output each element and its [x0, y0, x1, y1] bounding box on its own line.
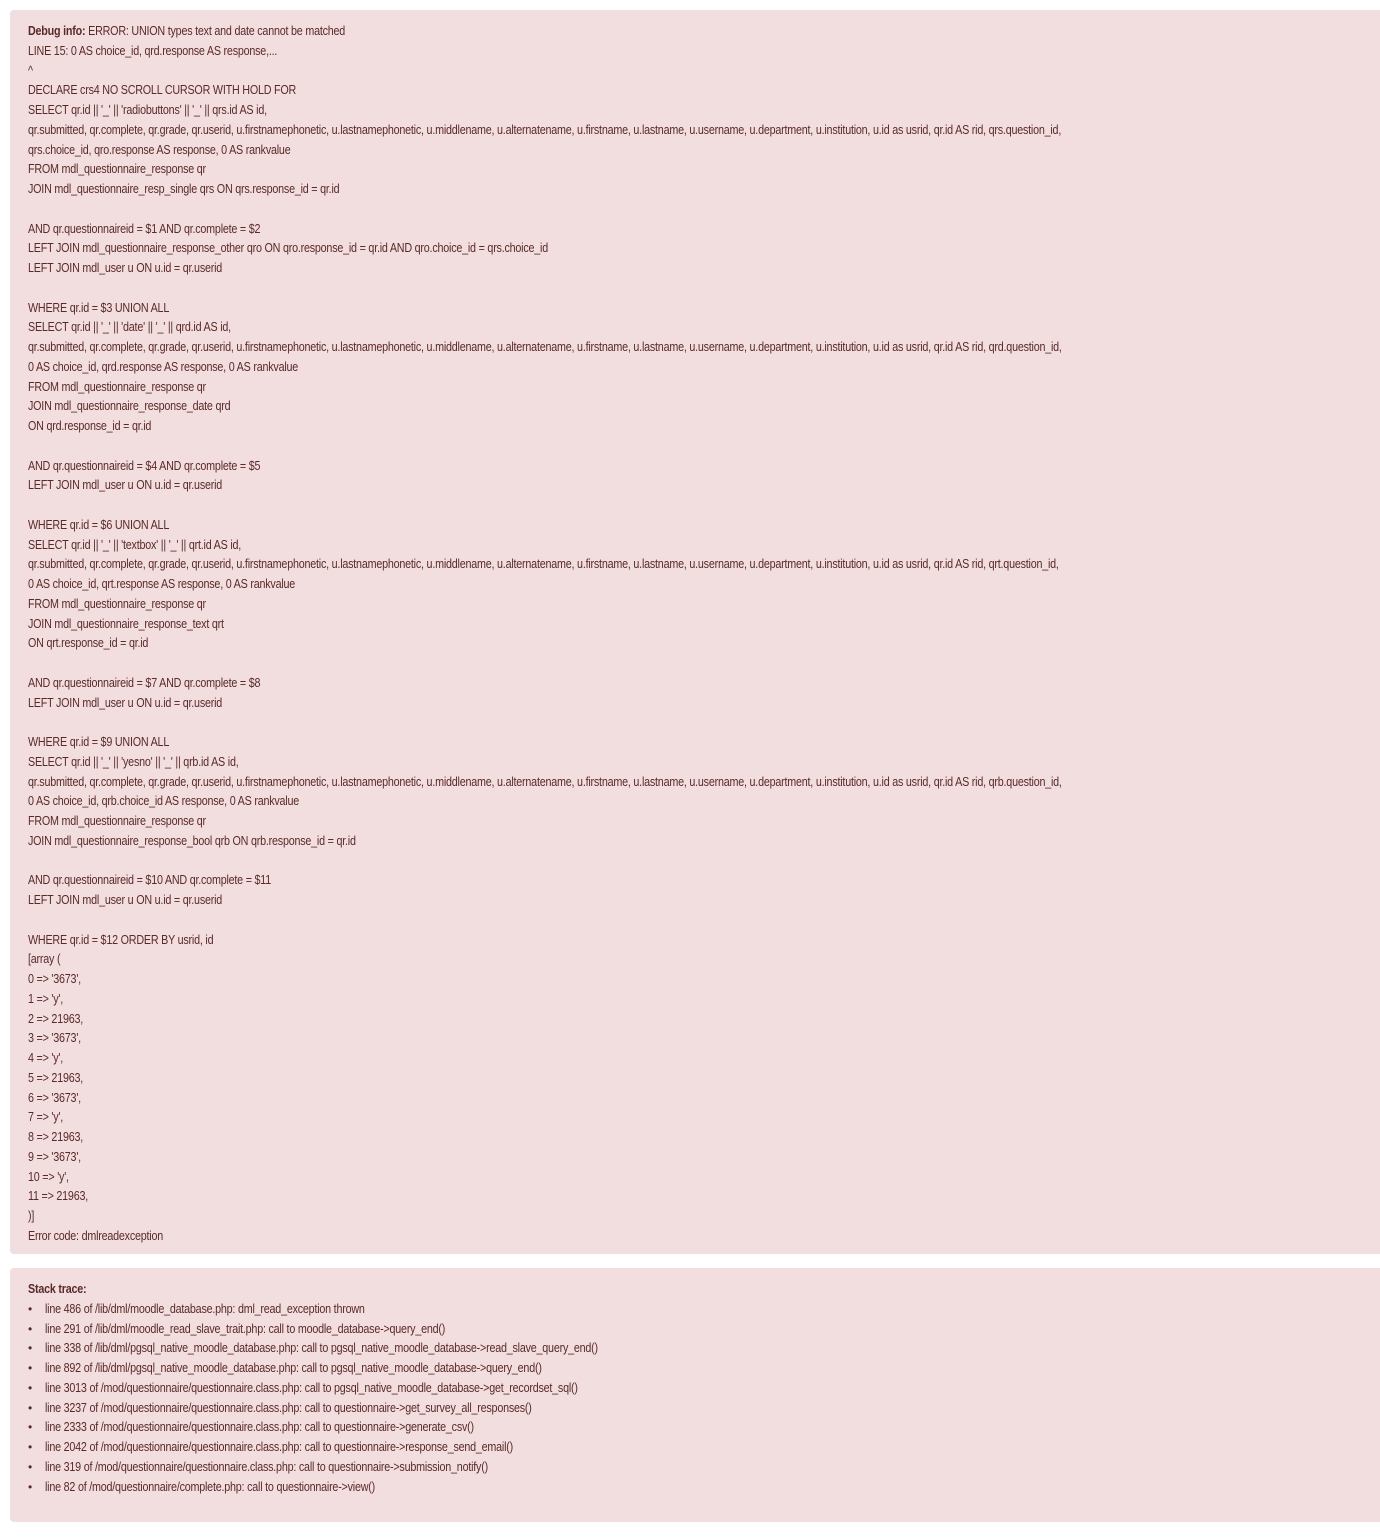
stack-trace-item	[28, 1359, 1372, 1379]
debug-line: DECLARE crs4 NO SCROLL CURSOR WITH HOLD FOR	[28, 83, 297, 98]
stack-trace-label: Stack trace:	[28, 1282, 87, 1296]
debug-line: qrs.choice_id, qro.response AS response, 0 AS rankvalue	[28, 142, 291, 157]
debug-line: 4 => 'y',	[28, 1051, 64, 1065]
debug-line: ^	[28, 63, 33, 78]
debug-line: 0 => '3673',	[28, 972, 81, 986]
bullet-icon: •	[28, 1321, 32, 1336]
debug-line: 0 AS choice_id, qrb.choice_id AS response, 0 AS rankvalue	[28, 794, 300, 809]
debug-line: ON qrt.response_id = qr.id	[28, 636, 149, 651]
debug-line	[28, 279, 1184, 299]
stack-trace-item	[28, 1478, 1372, 1498]
debug-line	[28, 437, 1184, 457]
debug-line: 9 => '3673',	[28, 1149, 81, 1164]
debug-line: 5 => 21963,	[28, 1070, 84, 1085]
debug-line: )]	[28, 1209, 35, 1223]
debug-line: 7 => 'y',	[28, 1110, 64, 1125]
debug-line: 3 => '3673',	[28, 1031, 81, 1046]
debug-line	[28, 713, 1184, 733]
bullet-icon: •	[28, 1440, 32, 1454]
stack-trace-item-text: line 486 of /lib/dml/moodle_database.php: dml_read_exception thrown	[45, 1301, 365, 1316]
debug-line: 2 => 21963,	[28, 1011, 84, 1026]
debug-line: AND qr.questionnaireid = $1 AND qr.complete = $2	[28, 221, 261, 236]
debug-line: ON qrd.response_id = qr.id	[28, 419, 152, 433]
bullet-icon: •	[28, 1400, 32, 1415]
debug-line: LEFT JOIN mdl_user u ON u.id = qr.userid	[28, 695, 223, 710]
debug-line: 10 => 'y',	[28, 1169, 69, 1184]
debug-line: qr.submitted, qr.complete, qr.grade, qr.userid, u.firstnamephonetic, u.lastnamephonetic, u.middlename, u.alternatename, u.firstname, u.lastname, u.username, u.department, u.institution, u.id as usrid, qr.id AS rid, qrb.question_id,	[28, 774, 1062, 789]
debug-line: JOIN mdl_questionnaire_response_date qrd	[28, 399, 231, 414]
stack-trace-item-text: line 319 of /mod/questionnaire/questionnaire.class.php: call to questionnaire->submission_notify()	[45, 1459, 488, 1474]
debug-line: [array (	[28, 952, 61, 967]
stack-trace-item-text: line 3013 of /mod/questionnaire/questionnaire.class.php: call to pgsql_native_moodle_database->get_recordset_sql()	[45, 1380, 578, 1395]
stack-trace-item-text: line 291 of /lib/dml/moodle_read_slave_trait.php: call to moodle_database->query_end()	[45, 1321, 446, 1336]
stack-trace-item	[28, 1458, 1372, 1478]
bullet-icon: •	[28, 1341, 32, 1356]
debug-info-label: Debug info:	[28, 24, 86, 38]
debug-line: AND qr.questionnaireid = $4 AND qr.complete = $5	[28, 458, 261, 473]
debug-line: SELECT qr.id || '_' || 'yesno' || '_' || qrb.id AS id,	[28, 754, 239, 769]
debug-line: JOIN mdl_questionnaire_response_text qrt	[28, 616, 224, 631]
debug-line: WHERE qr.id = $6 UNION ALL	[28, 517, 170, 532]
debug-line: WHERE qr.id = $12 ORDER BY usrid, id	[28, 932, 214, 947]
debug-line: 0 AS choice_id, qrd.response AS response, 0 AS rankvalue	[28, 359, 299, 374]
stack-trace-item	[28, 1320, 1372, 1340]
debug-line	[28, 911, 1184, 931]
stack-trace-item	[28, 1438, 1372, 1458]
debug-line: JOIN mdl_questionnaire_response_bool qrb ON qrb.response_id = qr.id	[28, 833, 356, 848]
debug-info-header	[28, 22, 1184, 42]
debug-line: FROM mdl_questionnaire_response qr	[28, 814, 206, 828]
debug-line: JOIN mdl_questionnaire_resp_single qrs ON qrs.response_id = qr.id	[28, 182, 340, 196]
debug-line: qr.submitted, qr.complete, qr.grade, qr.userid, u.firstnamephonetic, u.lastnamephonetic, u.middlename, u.alternatename, u.firstname, u.lastname, u.username, u.department, u.institution, u.id as usrid, qr.id AS rid, qrs.question_id,	[28, 122, 1062, 137]
debug-sql-lines	[28, 42, 1372, 1247]
debug-error-message: ERROR: UNION types text and date cannot be matched	[85, 24, 346, 38]
stack-trace-item-text: line 338 of /lib/dml/pgsql_native_moodle_database.php: call to pgsql_native_moodle_database->read_slave_query_end()	[45, 1341, 598, 1356]
debug-line	[28, 496, 1184, 516]
bullet-icon: •	[28, 1380, 32, 1395]
debug-line: 1 => 'y',	[28, 991, 64, 1006]
stack-trace-item-text: line 82 of /mod/questionnaire/complete.php: call to questionnaire->view()	[45, 1479, 375, 1494]
debug-info-box	[10, 10, 1380, 1254]
debug-line: LEFT JOIN mdl_user u ON u.id = qr.userid	[28, 893, 223, 907]
debug-line: FROM mdl_questionnaire_response qr	[28, 379, 206, 394]
stack-trace-item-text: line 2042 of /mod/questionnaire/questionnaire.class.php: call to questionnaire->response_send_email()	[45, 1440, 514, 1454]
debug-line: 11 => 21963,	[28, 1189, 88, 1204]
bullet-icon: •	[28, 1361, 32, 1375]
stack-trace-item	[28, 1339, 1372, 1359]
debug-line: LINE 15: 0 AS choice_id, qrd.response AS response,...	[28, 43, 278, 58]
stack-trace-box	[10, 1268, 1380, 1522]
debug-line: SELECT qr.id || '_' || 'radiobuttons' || '_' || qrs.id AS id,	[28, 103, 267, 117]
stack-trace-item	[28, 1379, 1372, 1399]
debug-line: 8 => 21963,	[28, 1130, 84, 1144]
debug-line: qr.submitted, qr.complete, qr.grade, qr.userid, u.firstnamephonetic, u.lastnamephonetic, u.middlename, u.alternatename, u.firstname, u.lastname, u.username, u.department, u.institution, u.id as usrid, qr.id AS rid, qrt.question_id,	[28, 557, 1059, 572]
debug-line: 0 AS choice_id, qrt.response AS response, 0 AS rankvalue	[28, 577, 296, 591]
debug-line: FROM mdl_questionnaire_response qr	[28, 596, 206, 611]
debug-line	[28, 200, 1184, 220]
stack-trace-item-text: line 892 of /lib/dml/pgsql_native_moodle_database.php: call to pgsql_native_moodle_database->query_end()	[45, 1361, 542, 1375]
debug-line: 6 => '3673',	[28, 1090, 81, 1105]
debug-line: SELECT qr.id || '_' || 'textbox' || '_' || qrt.id AS id,	[28, 537, 242, 552]
debug-line	[28, 852, 1184, 872]
debug-line: WHERE qr.id = $9 UNION ALL	[28, 735, 170, 749]
debug-line: LEFT JOIN mdl_user u ON u.id = qr.userid	[28, 478, 223, 493]
debug-line: AND qr.questionnaireid = $7 AND qr.complete = $8	[28, 675, 261, 690]
debug-line	[28, 654, 1184, 674]
bullet-icon: •	[28, 1301, 32, 1316]
stack-trace-list	[28, 1300, 1372, 1498]
stack-trace-item	[28, 1300, 1372, 1320]
stack-trace-item	[28, 1399, 1372, 1419]
bullet-icon: •	[28, 1459, 32, 1474]
bullet-icon: •	[28, 1420, 32, 1435]
debug-line: WHERE qr.id = $3 UNION ALL	[28, 300, 170, 315]
debug-line: AND qr.questionnaireid = $10 AND qr.complete = $11	[28, 873, 272, 888]
bullet-icon: •	[28, 1479, 32, 1494]
debug-line: FROM mdl_questionnaire_response qr	[28, 162, 206, 177]
debug-line: LEFT JOIN mdl_user u ON u.id = qr.userid	[28, 261, 223, 275]
debug-line: qr.submitted, qr.complete, qr.grade, qr.userid, u.firstnamephonetic, u.lastnamephonetic, u.middlename, u.alternatename, u.firstname, u.lastname, u.username, u.department, u.institution, u.id as usrid, qr.id AS rid, qrd.question_id,	[28, 340, 1062, 354]
debug-line: Error code: dmlreadexception	[28, 1228, 164, 1243]
stack-trace-item	[28, 1418, 1372, 1438]
debug-line: LEFT JOIN mdl_questionnaire_response_other qro ON qro.response_id = qr.id AND qro.choice_id = qrs.choice_id	[28, 241, 548, 256]
stack-trace-item-text: line 2333 of /mod/questionnaire/questionnaire.class.php: call to questionnaire->generate_csv()	[45, 1420, 474, 1435]
stack-trace-item-text: line 3237 of /mod/questionnaire/questionnaire.class.php: call to questionnaire->get_survey_all_responses()	[45, 1400, 532, 1415]
debug-line: SELECT qr.id || '_' || 'date' || '_' || qrd.id AS id,	[28, 320, 231, 335]
